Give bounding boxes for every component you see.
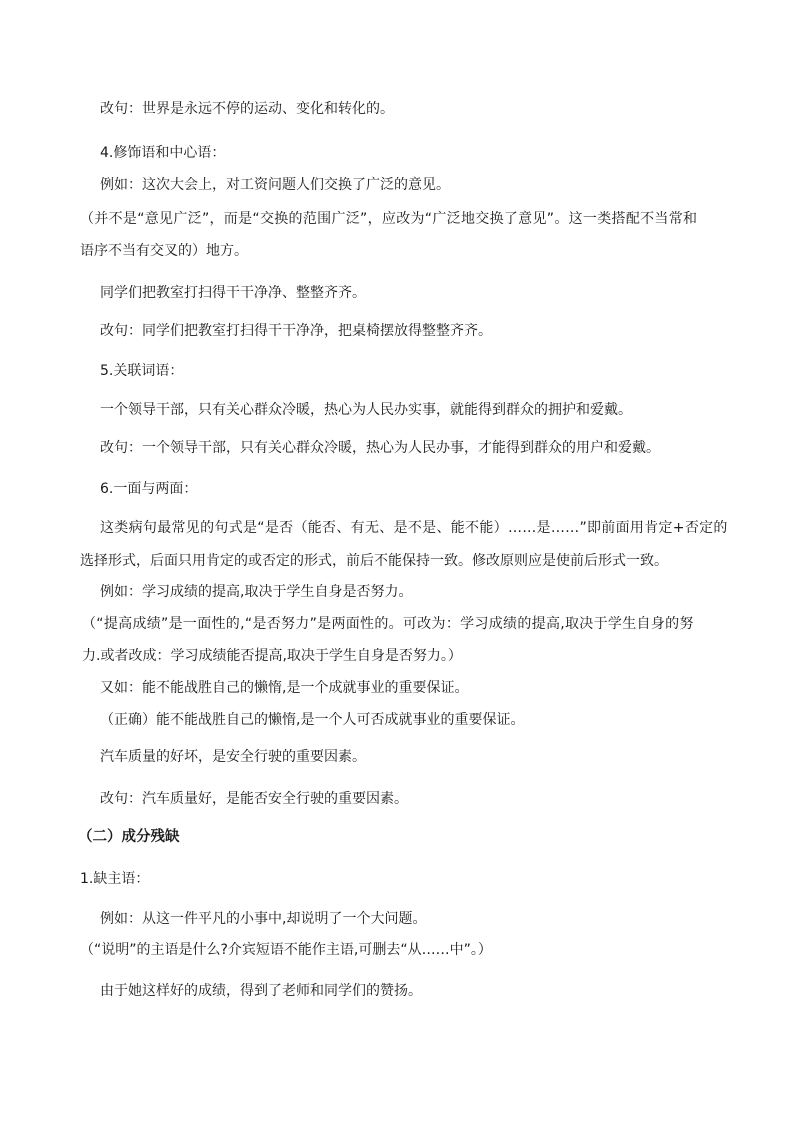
- section-heading-missing-components: （二）成分残缺: [78, 829, 180, 845]
- study-explanation-1: （“提高成绩”是一面性的,“是否努力”是两面性的。可改为：学习成绩的提高,取决于学生自身的努: [82, 616, 694, 632]
- subsection-missing-subject: 1.缺主语：: [80, 871, 150, 887]
- subject-explanation: （“说明”的主语是什么?介宾短语不能作主语,可删去“从……中”。）: [80, 942, 492, 958]
- example-classroom: 同学们把教室打扫得干干净净、整整齐齐。: [100, 285, 366, 301]
- explanation-line-2: 语序不当有交叉的）地方。: [80, 243, 248, 259]
- pattern-explanation-1: 这类病句最常见的句式是“是否（能否、有无、是不是、能不能）……是……”即前面用肯定+否定的: [100, 520, 728, 536]
- study-explanation-2: 力.或者改成：学习成绩能否提高,取决于学生自身是否努力。）: [82, 648, 462, 664]
- correct-laziness: （正确）能不能战胜自己的懒惰,是一个人可否成就事业的重要保证。: [100, 712, 525, 728]
- section-conjunctions: 5.关联词语：: [100, 363, 184, 379]
- section-one-and-two-sides: 6.一面与两面：: [100, 481, 198, 497]
- revised-sentence-world: 改句：世界是永远不停的运动、变化和转化的。: [100, 101, 394, 117]
- revised-leader: 改句：一个领导干部，只有关心群众冷暖，热心为人民办事，才能得到群众的用户和爱戴。: [100, 440, 660, 456]
- example-leader: 一个领导干部，只有关心群众冷暖，热心为人民办实事，就能得到群众的拥护和爱戴。: [100, 402, 632, 418]
- example-wage-meeting: 例如：这次大会上，对工资问题人们交换了广泛的意见。: [100, 177, 450, 193]
- example-car-quality: 汽车质量的好坏，是安全行驶的重要因素。: [100, 749, 366, 765]
- example-good-results: 由于她这样好的成绩，得到了老师和同学们的赞扬。: [100, 983, 422, 999]
- pattern-explanation-2: 选择形式，后面只用肯定的或否定的形式，前后不能保持一致。修改原则应是使前后形式一致。: [80, 553, 668, 569]
- explanation-line-1: （并不是“意见广泛”，而是“交换的范围广泛”，应改为“广泛地交换了意见”。这一类搭配不当常和: [80, 211, 698, 227]
- example-small-matter: 例如：从这一件平凡的小事中,却说明了一个大问题。: [100, 911, 427, 927]
- revised-car-quality: 改句：汽车质量好，是能否安全行驶的重要因素。: [100, 791, 408, 807]
- revised-classroom: 改句：同学们把教室打扫得干干净净，把桌椅摆放得整整齐齐。: [100, 323, 492, 339]
- example-laziness: 又如：能不能战胜自己的懒惰,是一个成就事业的重要保证。: [100, 680, 469, 696]
- section-modifier-and-head: 4.修饰语和中心语：: [100, 145, 226, 161]
- example-study-results: 例如：学习成绩的提高,取决于学生自身是否努力。: [100, 584, 413, 600]
